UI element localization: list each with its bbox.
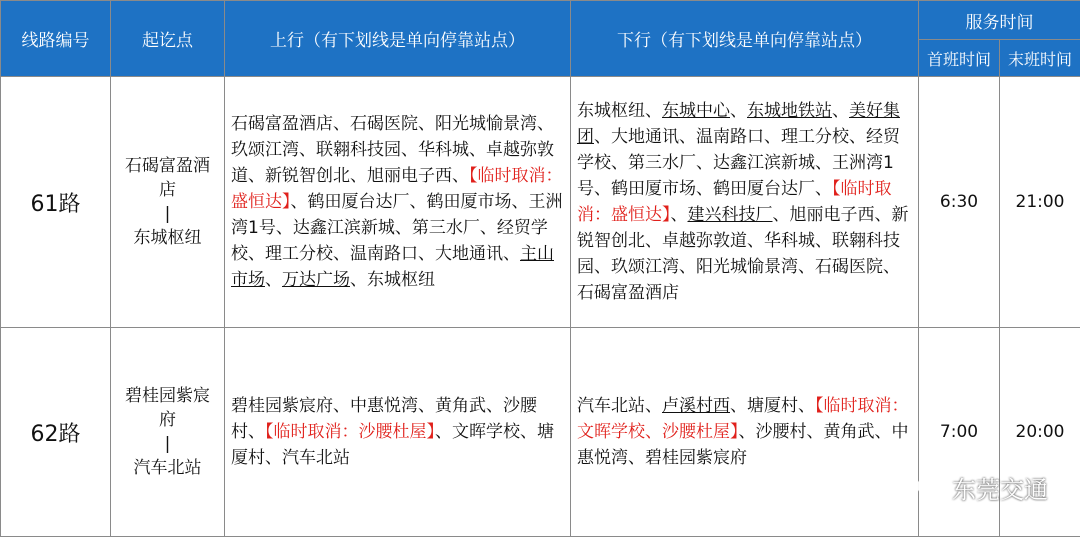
down-stops xyxy=(571,328,919,537)
terminal-to: 汽车北站 xyxy=(121,456,214,480)
stop-text: 汽车北站、 xyxy=(577,396,662,416)
stop-text: 碧桂园紫宸府、中惠悦湾、黄角武、沙腰村、 xyxy=(231,396,537,442)
up-stops xyxy=(225,328,571,537)
last-bus-time: 21:00 xyxy=(1000,77,1080,328)
stop-text: 、 xyxy=(265,270,282,290)
header-last-bus: 末班时间 xyxy=(1000,40,1080,77)
stop-text: 、沙腰村、黄角武、中惠悦湾、碧桂园紫宸府 xyxy=(577,422,909,468)
table-row xyxy=(1,77,1080,328)
wechat-icon xyxy=(916,475,946,501)
header-first-bus: 首班时间 xyxy=(919,40,1000,77)
terminal-to: 东城枢纽 xyxy=(121,226,214,250)
stop-text: 东城枢纽、 xyxy=(577,101,662,121)
stop-text: 、 xyxy=(671,205,688,225)
temporary-cancel-note: 【临时取消：盛恒达】 xyxy=(231,166,563,212)
one-way-stop: 美好集团 xyxy=(577,101,900,147)
watermark xyxy=(916,470,1048,505)
stop-text: 、 xyxy=(832,101,849,121)
terminal-separator: | xyxy=(121,202,214,226)
stop-text: 、旭丽电子西、新锐智创北、卓越弥敦道、华科城、联翱科技园、玖颂江湾、阳光城愉景湾、石碣医院、石碣富盈酒店 xyxy=(577,205,909,303)
stop-text: 、 xyxy=(730,101,747,121)
one-way-stop: 东城中心 xyxy=(662,101,730,121)
terminal-from: 碧桂园紫宸府 xyxy=(121,384,214,432)
terminal-from: 石碣富盈酒店 xyxy=(121,154,214,202)
down-stops xyxy=(571,77,919,328)
route-number: 62路 xyxy=(1,328,111,537)
header-up-direction: 上行（有下划线是单向停靠站点） xyxy=(225,1,571,77)
temporary-cancel-note: 【临时取消：盛恒达】 xyxy=(577,179,892,225)
first-bus-time: 7:00 xyxy=(919,328,1000,537)
route-terminals xyxy=(111,328,225,537)
stop-text: 石碣富盈酒店、石碣医院、阳光城愉景湾、玖颂江湾、联翱科技园、华科城、卓越弥敦道、新锐智创北、旭丽电子西、 xyxy=(231,114,554,186)
terminal-separator: | xyxy=(121,432,214,456)
stop-text: 、东城枢纽 xyxy=(350,270,435,290)
one-way-stop: 东城地铁站 xyxy=(747,101,832,121)
temporary-cancel-note: 【临时取消：沙腰杜屋】 xyxy=(265,422,435,442)
stop-text: 、鹤田厦台达厂、鹤田厦市场、王洲湾1号、达鑫江滨新城、第三水厂、经贸学校、理工分校、温南路口、大地通讯、 xyxy=(231,192,563,264)
watermark-text: 东莞交通 xyxy=(952,470,1048,505)
route-terminals xyxy=(111,77,225,328)
table-row xyxy=(1,328,1080,537)
last-bus-time: 20:00 xyxy=(1000,328,1080,537)
one-way-stop: 建兴科技厂 xyxy=(688,205,773,225)
one-way-stop: 万达广场 xyxy=(282,270,350,290)
one-way-stop: 主山市场 xyxy=(231,244,554,290)
stop-text: 、大地通讯、温南路口、理工分校、经贸学校、第三水厂、达鑫江滨新城、王洲湾1号、鹤田厦市场、鹤田厦台达厂、 xyxy=(577,127,900,199)
temporary-cancel-note: 【临时取消：文晖学校、沙腰杜屋】 xyxy=(577,396,909,442)
route-number: 61路 xyxy=(1,77,111,328)
stop-text: 、文晖学校、塘厦村、汽车北站 xyxy=(231,422,554,468)
first-bus-time: 6:30 xyxy=(919,77,1000,328)
one-way-stop: 卢溪村西 xyxy=(662,396,730,416)
header-down-direction: 下行（有下划线是单向停靠站点） xyxy=(571,1,919,77)
header-terminals: 起讫点 xyxy=(111,1,225,77)
header-service-time: 服务时间 xyxy=(919,1,1080,40)
header-route-no: 线路编号 xyxy=(1,1,111,77)
stop-text: 、塘厦村、 xyxy=(730,396,815,416)
up-stops xyxy=(225,77,571,328)
